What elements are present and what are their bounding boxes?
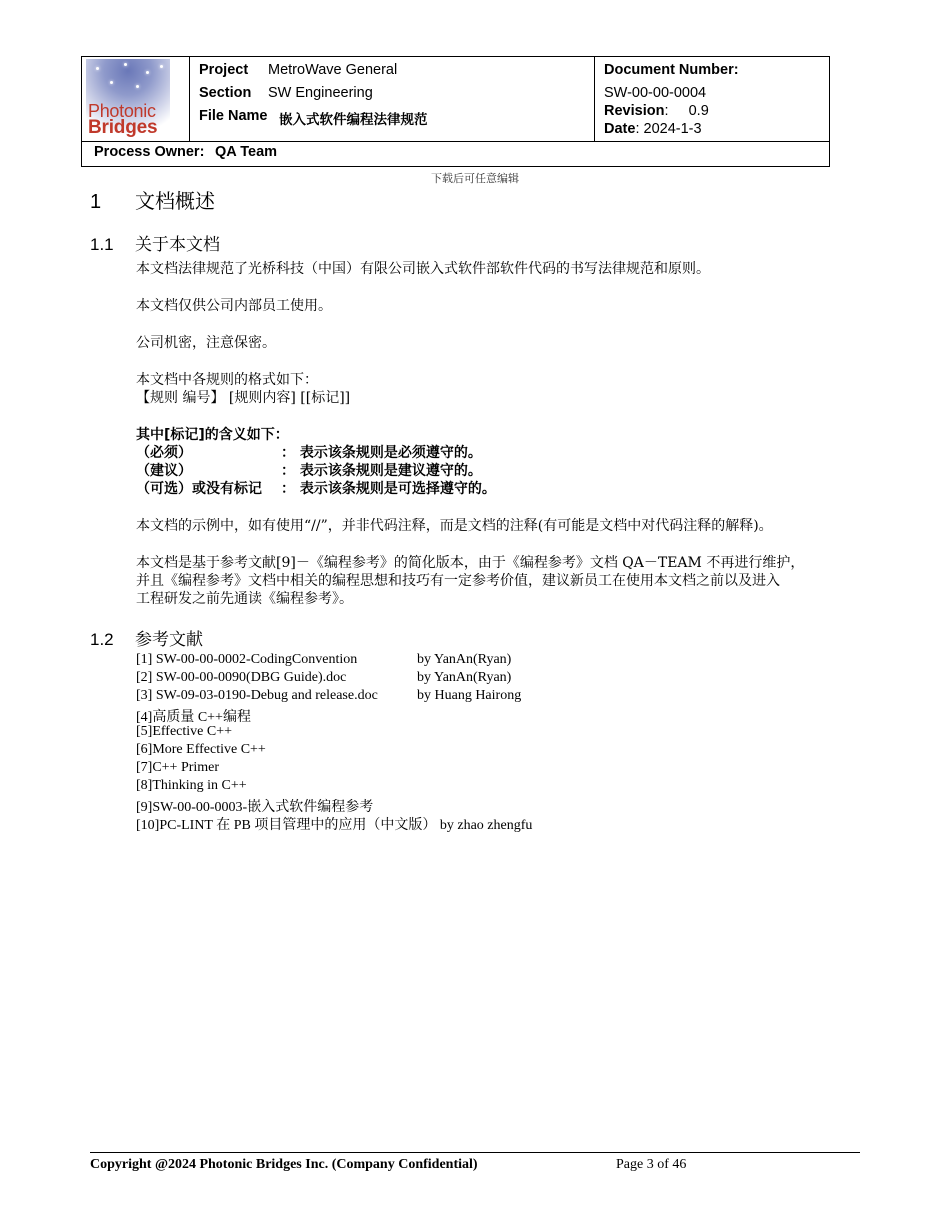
- reference-item: [5]Effective C++: [136, 724, 232, 739]
- revision-value: 0.9: [688, 103, 709, 119]
- tag-row-required: [136, 442, 482, 462]
- company-logo: [82, 57, 190, 141]
- paragraph-example-note: 本文档的示例中，如有使用“//”，并非代码注释，而是文档的注释(有可能是文档中对代码注释的解释)。: [136, 518, 773, 534]
- paragraph-basis-line1: 本文档是基于参考文献[9]－《编程参考》的简化版本，由于《编程参考》文档 QA－TEAM 不再进行维护，: [136, 555, 805, 571]
- project-value: MetroWave General: [268, 62, 398, 78]
- heading-section-1-2: [90, 625, 203, 650]
- logo-text-photonic: Photonic: [88, 101, 156, 121]
- paragraph-confidential: 公司机密，注意保密。: [136, 335, 276, 351]
- paragraph-basis-line3: 工程研发之前先通读《编程参考》。: [136, 591, 353, 607]
- tag-desc: ： 表示该条规则是建议遵守的。: [281, 463, 482, 479]
- date-value: 2024-1-3: [643, 121, 702, 137]
- reference-item: [7]C++ Primer: [136, 760, 220, 775]
- section-label: Section: [199, 85, 252, 101]
- reference-item: [2] SW-00-00-0090(DBG Guide).doc by YanAn(Ryan): [136, 670, 512, 685]
- tag-term: （可选）或没有标记: [136, 481, 262, 497]
- date-row: Date: 2024-1-3: [604, 121, 702, 137]
- tag-row-recommended: [136, 460, 482, 480]
- reference-item: [1] SW-00-00-0002-CodingConvention by YanAn(Ryan): [136, 652, 512, 667]
- heading-number: 1.2: [90, 630, 114, 649]
- revision-row: Revision: 0.9: [604, 103, 709, 119]
- document-header-table: [81, 56, 830, 167]
- heading-number: 1: [90, 191, 102, 213]
- tag-heading: 其中[标记]的含义如下：: [136, 427, 289, 443]
- paragraph-scope: 本文档法律规范了光桥科技（中国）有限公司嵌入式软件部软件代码的书写法律规范和原则。: [136, 261, 710, 277]
- paragraph-rule-format: 【规则 编号】 [规则内容] [[标记]]: [136, 390, 351, 406]
- logo-text-bridges: Bridges: [88, 117, 158, 138]
- paragraph-audience: 本文档仅供公司内部员工使用。: [136, 298, 332, 314]
- process-owner-value: QA Team: [215, 144, 278, 160]
- date-label: Date: [604, 121, 636, 137]
- file-name-label: File Name: [199, 108, 268, 124]
- tag-desc: ： 表示该条规则是可选择遵守的。: [281, 481, 496, 497]
- reference-item: [8]Thinking in C++: [136, 778, 247, 793]
- header-project-cell: [190, 57, 595, 141]
- tag-row-optional: [136, 478, 496, 498]
- process-owner-label: Process Owner:: [94, 144, 205, 160]
- paragraph-basis-line2: 并且《编程参考》文档中相关的编程思想和技巧有一定参考价值，建议新员工在使用本文档之前以及进入: [136, 573, 780, 589]
- heading-title: 文档概述: [135, 191, 215, 213]
- footer-divider: [90, 1152, 860, 1153]
- download-watermark: 下载后可任意编辑: [431, 172, 519, 185]
- tag-desc: ： 表示该条规则是必须遵守的。: [281, 445, 482, 461]
- tag-term: （建议）: [136, 463, 192, 479]
- paragraph-format-intro: 本文档中各规则的格式如下：: [136, 372, 318, 388]
- reference-item: [9]SW-00-00-0003-嵌入式软件编程参考: [136, 800, 374, 815]
- tag-term: （必须）: [136, 445, 192, 461]
- document-number-label: Document Number:: [604, 62, 739, 78]
- heading-section-1: [90, 185, 215, 214]
- header-document-cell: [595, 57, 829, 141]
- revision-label: Revision: [604, 103, 665, 119]
- footer-page-number: Page 3 of 46: [616, 1157, 687, 1172]
- project-label: Project: [199, 62, 249, 78]
- heading-number: 1.1: [90, 235, 114, 254]
- process-owner-row: [82, 141, 829, 166]
- heading-section-1-1: [90, 230, 220, 255]
- reference-item: [6]More Effective C++: [136, 742, 266, 757]
- heading-title: 参考文献: [135, 630, 203, 649]
- file-name-value: 嵌入式软件编程法律规范: [279, 112, 428, 128]
- reference-item: [4]高质量 C++编程: [136, 710, 251, 725]
- footer-copyright: Copyright @2024 Photonic Bridges Inc. (Company Confidential): [90, 1157, 478, 1172]
- document-number-value: SW-00-00-0004: [604, 85, 707, 101]
- reference-item: [10]PC-LINT 在 PB 项目管理中的应用（中文版） by zhao zhengfu: [136, 818, 533, 833]
- reference-item: [3] SW-09-03-0190-Debug and release.doc by Huang Hairong: [136, 688, 522, 703]
- heading-title: 关于本文档: [135, 235, 220, 254]
- section-value: SW Engineering: [268, 85, 373, 101]
